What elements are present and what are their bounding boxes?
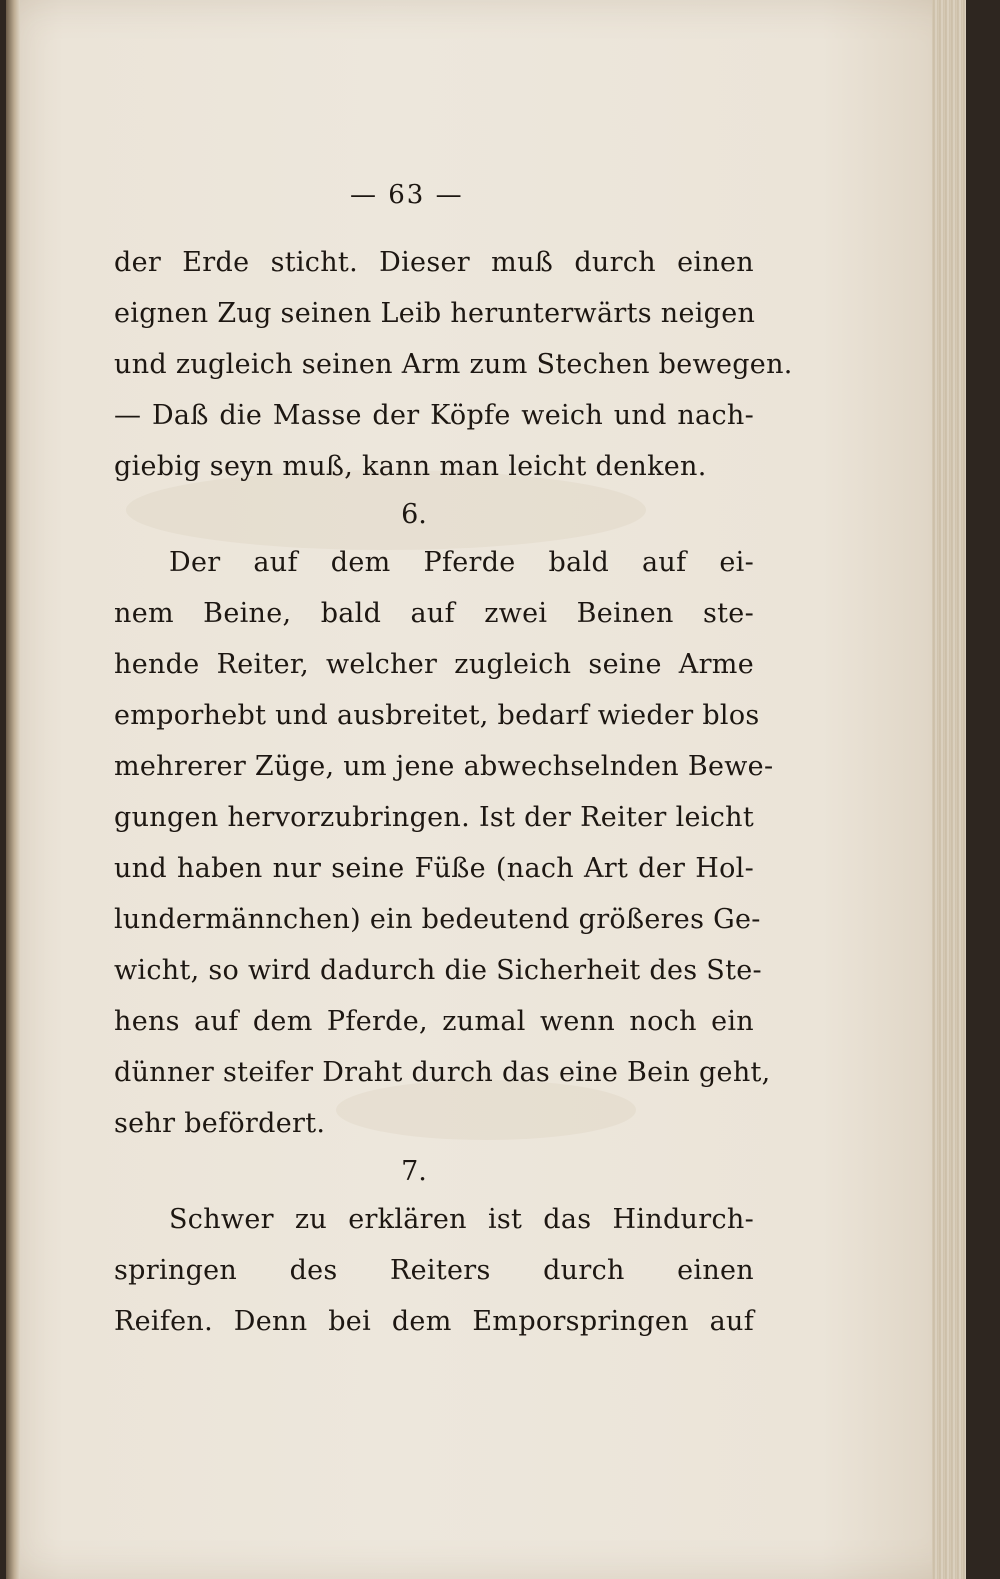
text-line: mehrerer Züge, um jene abwechselnden Bewe- <box>114 751 774 782</box>
text-line: dünner steifer Draht durch das eine Bein geht, <box>114 1057 771 1088</box>
text-line: Der auf dem Pferde bald auf ei- <box>169 547 754 578</box>
text-line: lundermännchen) ein bedeutend größeres Ge- <box>114 904 761 935</box>
page-text <box>114 175 793 1347</box>
page-number: — 63 — <box>350 180 464 210</box>
text-line: springen des Reiters durch einen <box>114 1255 754 1286</box>
text-line: und haben nur seine Füße (nach Art der Hol- <box>114 853 754 884</box>
text-line: gungen hervorzubringen. Ist der Reiter leicht <box>114 802 754 833</box>
text-line: emporhebt und ausbreitet, bedarf wieder blos <box>114 700 760 731</box>
paragraph-3 <box>114 1194 754 1347</box>
paper-page <box>6 0 966 1579</box>
paragraph-1 <box>114 237 793 492</box>
text-line: nem Beine, bald auf zwei Beinen ste- <box>114 598 754 629</box>
paragraph-2 <box>114 537 774 1149</box>
text-line: — Daß die Masse der Köpfe weich und nach- <box>114 400 754 431</box>
text-line: hende Reiter, welcher zugleich seine Arme <box>114 649 754 680</box>
binding-gutter <box>6 0 20 1579</box>
text-line: Schwer zu erklären ist das Hindurch- <box>169 1204 754 1235</box>
text-line: eignen Zug seinen Leib herunterwärts neigen <box>114 298 756 329</box>
text-line: wicht, so wird dadurch die Sicherheit des Ste- <box>114 955 762 986</box>
text-line: und zugleich seinen Arm zum Stechen bewegen. <box>114 349 793 380</box>
text-line: der Erde sticht. Dieser muß durch einen <box>114 247 754 278</box>
text-line: sehr befördert. <box>114 1108 326 1139</box>
section-number: 7. <box>401 1156 427 1187</box>
text-line: Reifen. Denn bei dem Emporspringen auf <box>114 1306 754 1337</box>
section-number: 6. <box>401 499 427 530</box>
text-line: hens auf dem Pferde, zumal wenn noch ein <box>114 1006 754 1037</box>
text-line: giebig seyn muß, kann man leicht denken. <box>114 451 707 482</box>
page-edges <box>932 0 966 1579</box>
